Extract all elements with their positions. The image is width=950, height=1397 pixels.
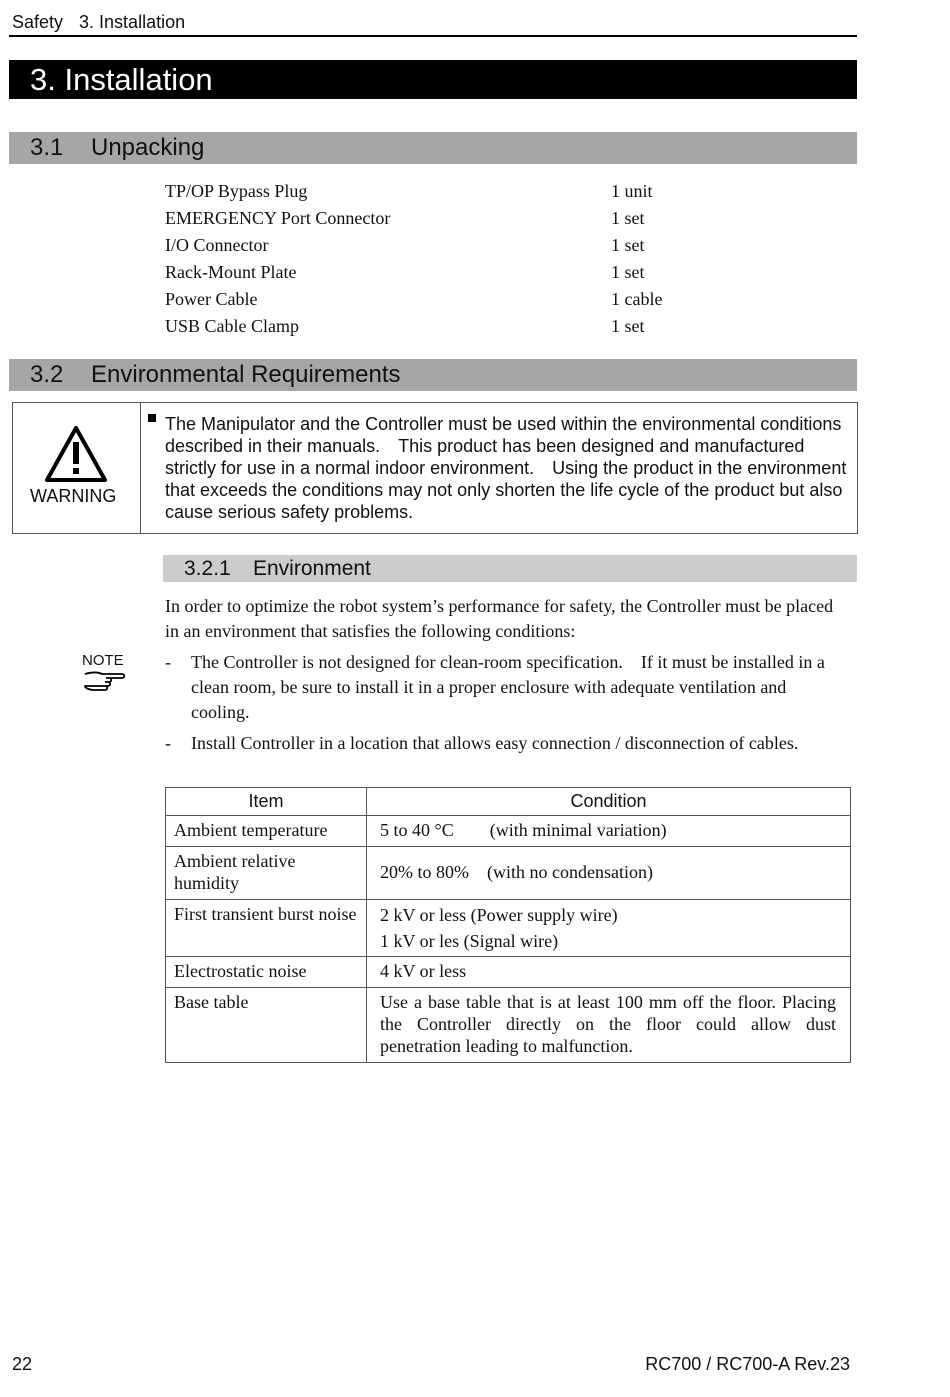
table-row xyxy=(166,988,851,1063)
cell-condition xyxy=(367,847,851,900)
item-quantity: 1 cable xyxy=(611,289,663,309)
section-title-text: Unpacking xyxy=(91,134,205,161)
condition-line: Use a base table that is at least 100 mm off the floor. Placing the Controller directly on the floor could allow dust penetration leading to malfunction. xyxy=(380,992,836,1056)
item-name: EMERGENCY Port Connector xyxy=(165,208,391,228)
dash-bullet: - xyxy=(165,652,171,672)
bullet-text: The Controller is not designed for clean-room specification. If it must be installed in a clean room, be sure to install it in a proper enclosure with adequate ventilation and cooling. xyxy=(191,652,825,722)
cell-item: Electrostatic noise xyxy=(166,957,367,988)
table-row xyxy=(166,816,851,847)
conditions-list xyxy=(165,650,849,762)
warning-triangle-icon xyxy=(44,425,108,488)
bullet-text: Install Controller in a location that allows easy connection / disconnection of cables. xyxy=(191,733,799,753)
condition-line: 1 kV or les (Signal wire) xyxy=(380,931,559,951)
item-quantity: 1 unit xyxy=(611,181,653,201)
chapter-title: 3. Installation xyxy=(30,62,213,97)
cell-item: First transient burst noise xyxy=(166,900,367,957)
column-header-item: Item xyxy=(166,788,367,816)
cell-condition xyxy=(367,816,851,847)
item-name: Power Cable xyxy=(165,289,258,309)
header-chapter: 3. Installation xyxy=(79,12,186,32)
environment-conditions-table xyxy=(165,787,851,1063)
section-title-environment xyxy=(30,359,400,391)
item-quantity: 1 set xyxy=(611,316,645,336)
list-item xyxy=(165,313,765,340)
condition-line: 2 kV or less (Power supply wire) xyxy=(380,905,618,925)
table-header-row xyxy=(166,788,851,816)
list-item xyxy=(165,731,849,756)
unpacking-list xyxy=(165,178,765,340)
warning-label: WARNING xyxy=(30,486,117,506)
list-item xyxy=(165,232,765,259)
list-item xyxy=(165,178,765,205)
cell-item: Ambient temperature xyxy=(166,816,367,847)
list-item xyxy=(165,259,765,286)
warning-divider xyxy=(140,402,141,534)
warning-text: The Manipulator and the Controller must be used within the environmental conditions described in their manuals. This product has been designed and manufactured strictly for use in a normal indoor environment. Using the product in the environment that exceeds the conditions may not only shorten the life cycle of the product but also cause serious safety problems. xyxy=(165,414,847,522)
cell-item: Base table xyxy=(166,988,367,1063)
item-name: I/O Connector xyxy=(165,235,269,255)
item-quantity: 1 set xyxy=(611,208,645,228)
pointing-hand-icon xyxy=(82,669,126,700)
cell-condition xyxy=(367,988,851,1063)
cell-condition xyxy=(367,957,851,988)
condition-line: 20% to 80% (with no condensation) xyxy=(380,862,653,882)
page-number: 22 xyxy=(12,1354,33,1374)
item-name: TP/OP Bypass Plug xyxy=(165,181,308,201)
item-name: USB Cable Clamp xyxy=(165,316,299,336)
condition-line: 5 to 40 °C (with minimal variation) xyxy=(380,820,667,840)
section-number: 3.1 xyxy=(30,134,64,161)
section-title-text: Environmental Requirements xyxy=(91,361,401,388)
document-id: RC700 / RC700-A Rev.23 xyxy=(645,1354,850,1374)
section-title-unpacking xyxy=(30,132,204,164)
intro-paragraph: In order to optimize the robot system’s performance for safety, the Controller must be placed in an environment that satisfies the following conditions: xyxy=(165,596,834,641)
subsection-number: 3.2.1 xyxy=(184,557,231,580)
subsection-title-text: Environment xyxy=(253,557,371,580)
cell-condition xyxy=(367,900,851,957)
running-header xyxy=(12,12,185,33)
cell-item: Ambient relative humidity xyxy=(166,847,367,900)
item-name: Rack-Mount Plate xyxy=(165,262,297,282)
square-bullet-icon xyxy=(148,414,156,422)
item-quantity: 1 set xyxy=(611,262,645,282)
dash-bullet: - xyxy=(165,733,171,753)
subsection-title xyxy=(184,555,371,582)
table-row xyxy=(166,957,851,988)
header-rule xyxy=(9,35,857,37)
header-section: Safety xyxy=(12,12,64,32)
column-header-condition: Condition xyxy=(367,788,851,816)
list-item xyxy=(165,650,849,725)
table-row xyxy=(166,900,851,957)
note-label: NOTE xyxy=(82,652,124,669)
table-row xyxy=(166,847,851,900)
item-quantity: 1 set xyxy=(611,235,645,255)
list-item xyxy=(165,205,765,232)
list-item xyxy=(165,286,765,313)
condition-line: 4 kV or less xyxy=(380,961,467,981)
section-number: 3.2 xyxy=(30,361,64,388)
